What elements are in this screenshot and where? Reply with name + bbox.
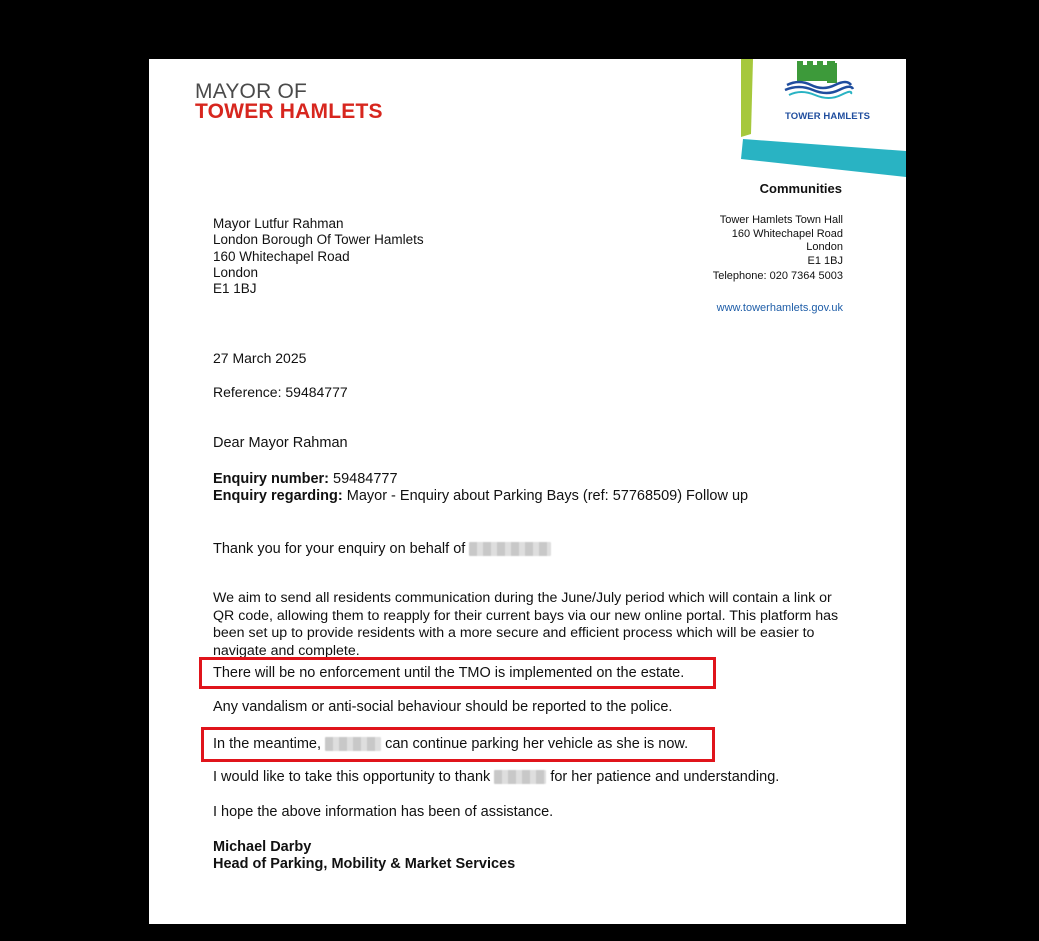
closing-line: I hope the above information has been of assistance. (213, 804, 554, 820)
thanks-opportunity-suffix: for her patience and understanding. (550, 769, 780, 785)
sender-telephone: Telephone: 020 7364 5003 (712, 270, 843, 282)
signatory-name: Michael Darby (213, 839, 312, 855)
redacted-name (325, 737, 381, 751)
communication-paragraph: We aim to send all residents communication during the June/July period which will contain a link or QR code, allowing them to reapply for their current bays via our new online portal. This platform has been set up to provide residents with a more secure and efficient process which will be easier to navigate and complete. (213, 590, 839, 659)
signatory-title: Head of Parking, Mobility & Market Services (213, 856, 516, 872)
recipient-address (213, 216, 424, 297)
enquiry-regarding (213, 488, 748, 504)
mayor-logo-line1: MAYOR OF (195, 80, 308, 103)
mayor-logo (195, 82, 383, 122)
sender-address-line: E1 1BJ (807, 254, 843, 267)
enquiry-number-value: 59484777 (329, 471, 398, 487)
thanks-opportunity-paragraph (213, 769, 779, 785)
mayor-logo-line2: TOWER HAMLETS (195, 100, 383, 123)
sender-address-line: 160 Whitechapel Road (731, 227, 843, 240)
meantime-suffix: can continue parking her vehicle as she is now. (385, 736, 689, 752)
recipient-address-line: E1 1BJ (213, 281, 257, 297)
thanks-prefix: Thank you for your enquiry on behalf of (213, 541, 466, 557)
enforcement-paragraph: There will be no enforcement until the TMO is implemented on the estate. (213, 665, 685, 681)
recipient-address-line: London (213, 264, 259, 280)
enquiry-regarding-value: Mayor - Enquiry about Parking Bays (ref: 57768509) Follow up (342, 488, 749, 504)
council-logo-text: TOWER HAMLETS (785, 111, 871, 122)
letter-page (149, 59, 906, 924)
meantime-prefix: In the meantime, (213, 736, 321, 752)
recipient-address-line: 160 Whitechapel Road (213, 248, 350, 264)
thanks-line (213, 541, 551, 557)
letter-date: 27 March 2025 (213, 350, 307, 366)
recipient-address-line: London Borough Of Tower Hamlets (213, 232, 424, 248)
redacted-name (494, 770, 546, 784)
enquiry-number (213, 471, 398, 487)
thanks-opportunity-prefix: I would like to take this opportunity to thank (213, 769, 491, 785)
redacted-name (469, 542, 551, 556)
meantime-paragraph (213, 736, 688, 752)
enquiry-number-label: Enquiry number: (213, 471, 330, 487)
sender-address-line: Tower Hamlets Town Hall (719, 214, 843, 226)
sender-website-link[interactable]: www.towerhamlets.gov.uk (716, 302, 843, 314)
sender-address-line: London (806, 241, 843, 253)
letter-reference: Reference: 59484777 (213, 384, 348, 400)
recipient-address-line: Mayor Lutfur Rahman (213, 216, 344, 231)
department-name: Communities (759, 181, 842, 196)
vandalism-paragraph: Any vandalism or anti-social behaviour should be reported to the police. (213, 699, 673, 715)
sender-address (720, 214, 843, 268)
castle-icon (797, 61, 837, 83)
enquiry-regarding-label: Enquiry regarding: (213, 488, 343, 504)
salutation: Dear Mayor Rahman (213, 435, 348, 451)
